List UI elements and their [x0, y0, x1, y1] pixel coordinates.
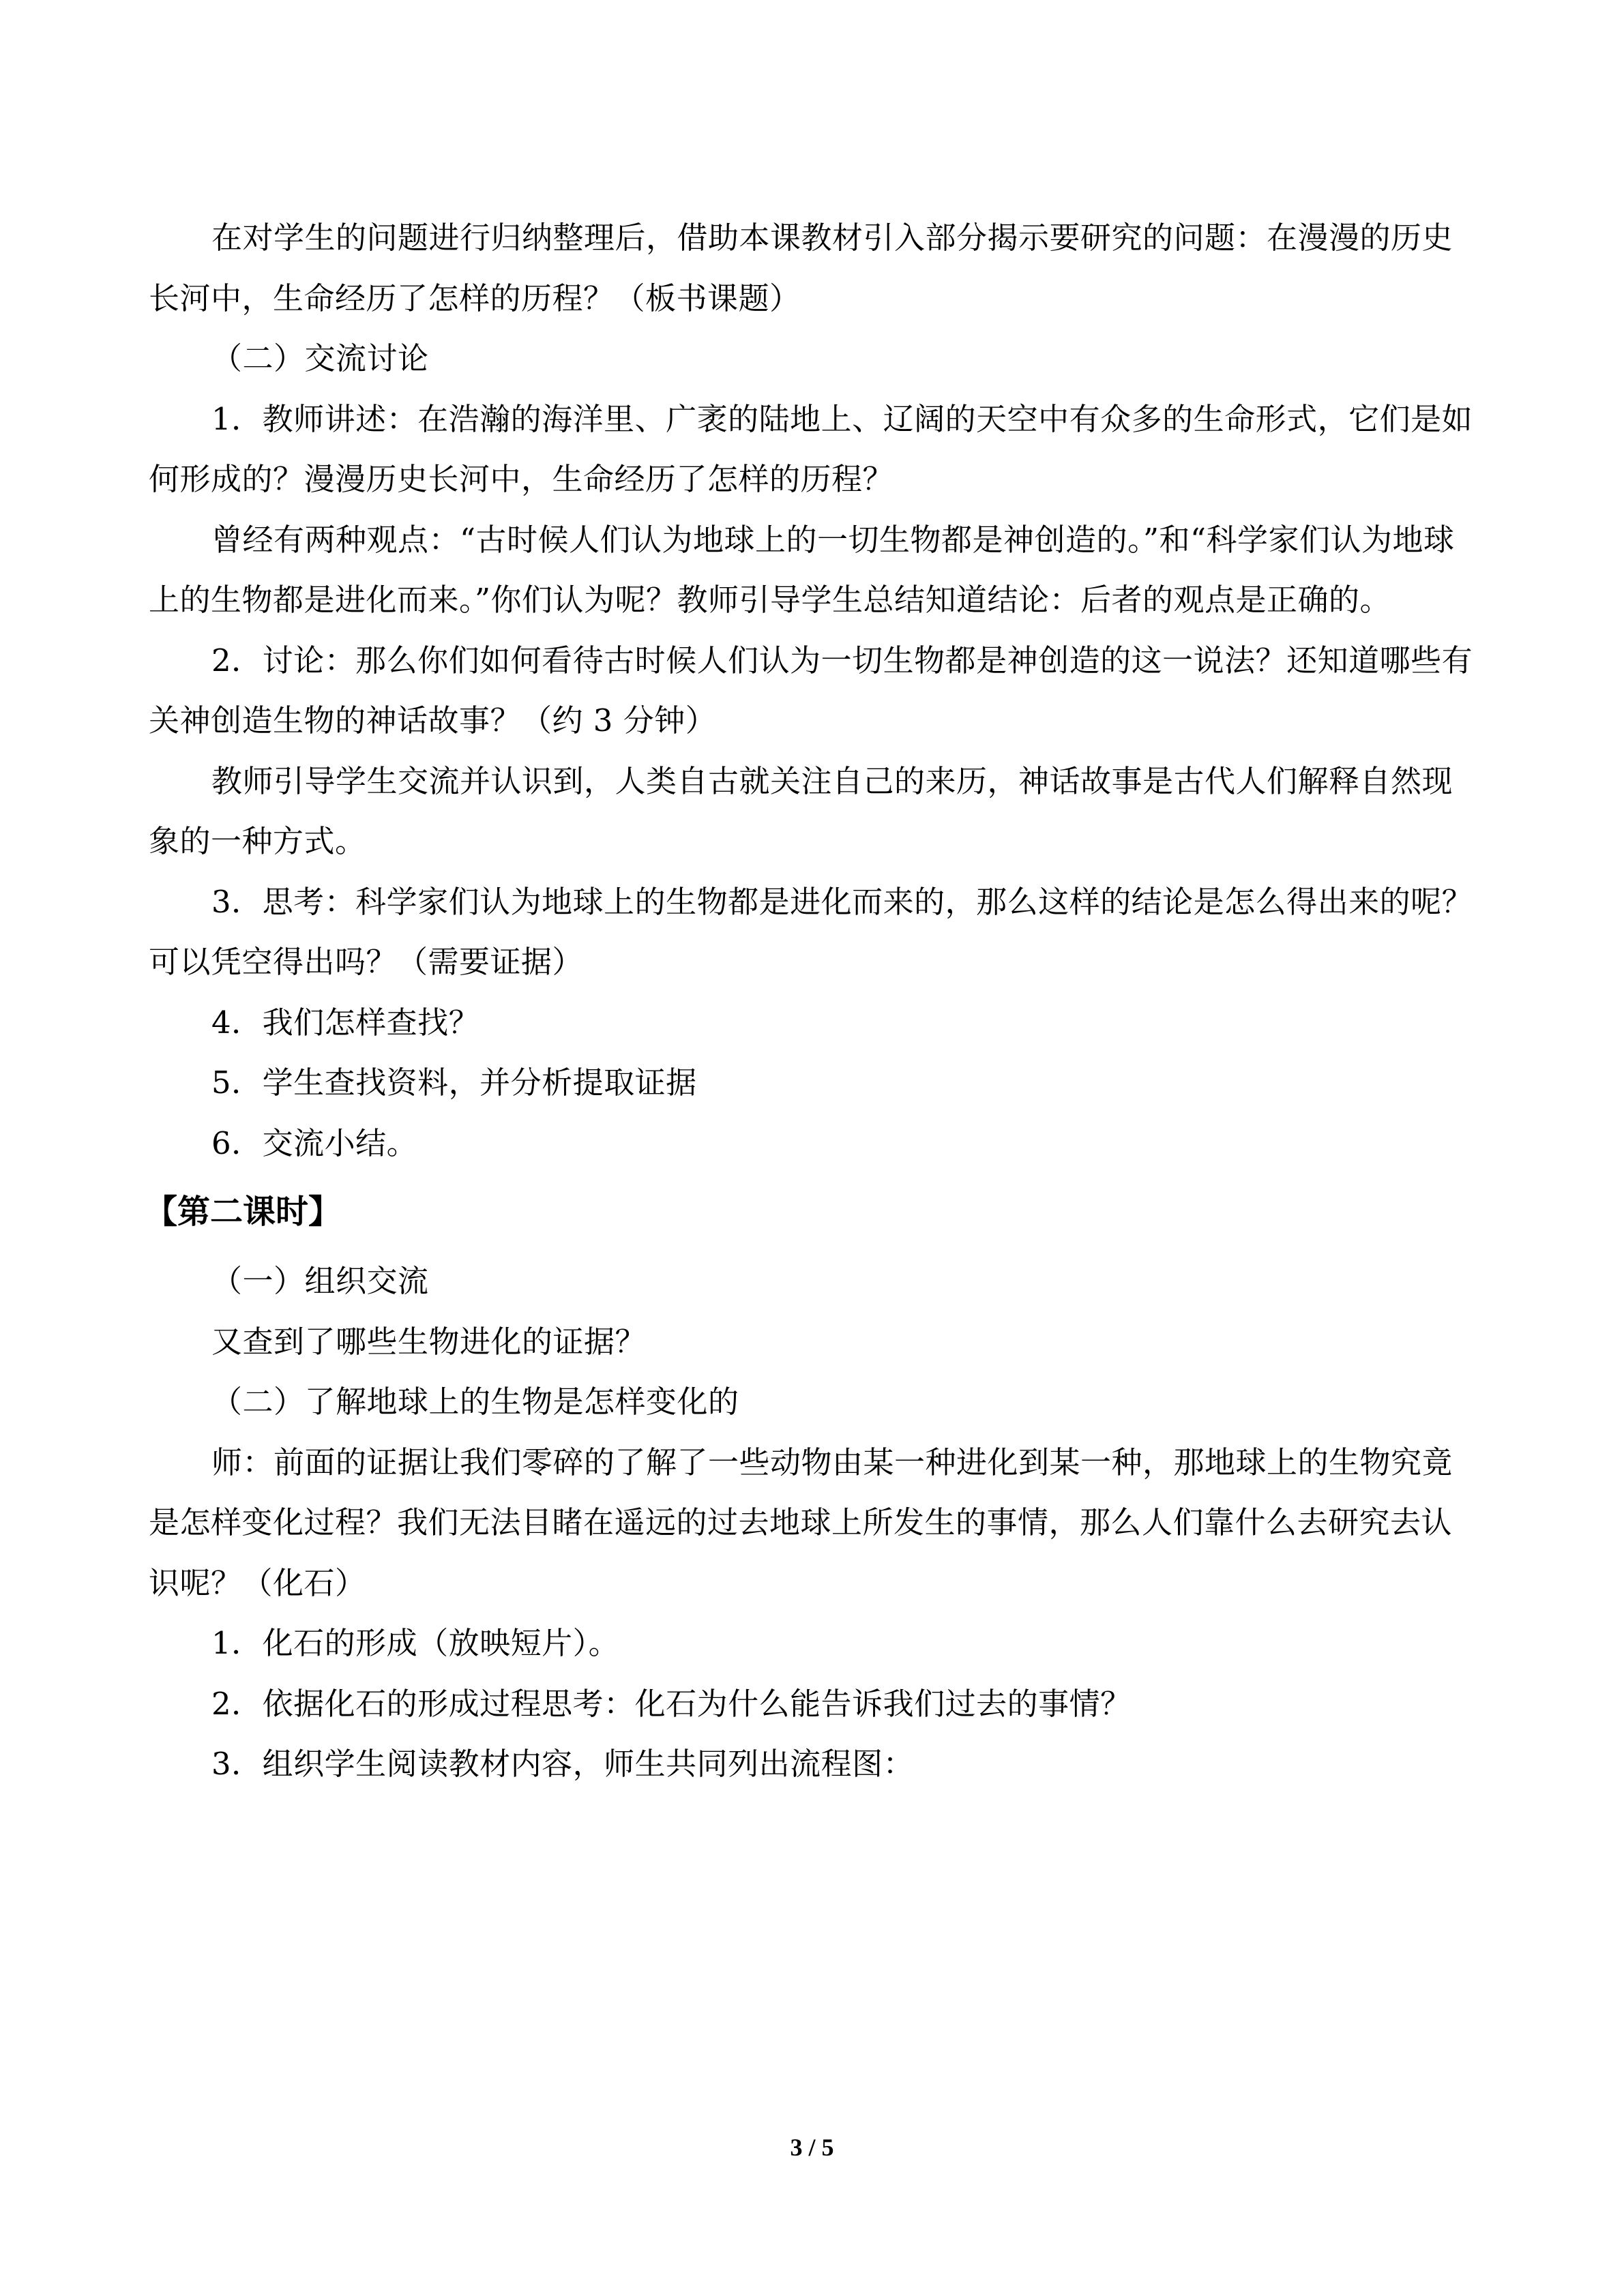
- paragraph-teacher-fossil: 师：前面的证据让我们零碎的了解了一些动物由某一种进化到某一种，那地球上的生物究竟是怎样变化过程？我们无法目睹在遥远的过去地球上所发生的事情，那么人们靠什么去研究去认识呢？（化石）: [149, 1444, 1453, 1601]
- paragraph-evidence-question: 又查到了哪些生物进化的证据？: [211, 1323, 647, 1360]
- paragraph-intro: 在对学生的问题进行归纳整理后，借助本课教材引入部分揭示要研究的问题：在漫漫的历史长河中，生命经历了怎样的历程？（板书课题）: [149, 220, 1453, 316]
- section-heading-second-lesson: 【第二课时】: [145, 1193, 342, 1231]
- paragraph-step-4: 4．我们怎样查找？: [211, 1004, 480, 1041]
- page-number: 3 / 5: [790, 2134, 834, 2161]
- paragraph-myth-summary: 教师引导学生交流并认识到，人类自古就关注自己的来历，神话故事是古代人们解释自然现象的一种方式。: [149, 762, 1453, 859]
- subheading-discussion: （二）交流讨论: [211, 340, 429, 376]
- document-body: [145, 208, 1479, 1795]
- subheading-earth-life-change: （二）了解地球上的生物是怎样变化的: [211, 1384, 739, 1420]
- paragraph-step-5: 5．学生查找资料，并分析提取证据: [211, 1064, 697, 1101]
- paragraph-step-6: 6．交流小结。: [211, 1124, 418, 1161]
- paragraph-step-1: 1．教师讲述：在浩瀚的海洋里、广袤的陆地上、辽阔的天空中有众多的生命形式，它们是如何形成的？漫漫历史长河中，生命经历了怎样的历程？: [149, 400, 1473, 497]
- paragraph-fossil-step-2: 2．依据化石的形成过程思考：化石为什么能告诉我们过去的事情？: [211, 1685, 1132, 1722]
- paragraph-two-views: 曾经有两种观点：“古时候人们认为地球上的一切生物都是神创造的。”和“科学家们认为地球上的生物都是进化而来。”你们认为呢？教师引导学生总结知道结论：后者的观点是正确的。: [149, 521, 1455, 618]
- subheading-organize-exchange: （一）组织交流: [211, 1263, 429, 1299]
- paragraph-fossil-step-1: 1．化石的形成（放映短片）。: [211, 1625, 620, 1661]
- paragraph-fossil-step-3: 3．组织学生阅读教材内容，师生共同列出流程图：: [211, 1746, 915, 1782]
- paragraph-step-3: 3．思考：科学家们认为地球上的生物都是进化而来的，那么这样的结论是怎么得出来的呢？可以凭空得出吗？（需要证据）: [149, 883, 1473, 980]
- paragraph-step-2: 2．讨论：那么你们如何看待古时候人们认为一切生物都是神创造的这一说法？还知道哪些有关神创造生物的神话故事？（约 3 分钟）: [149, 642, 1473, 739]
